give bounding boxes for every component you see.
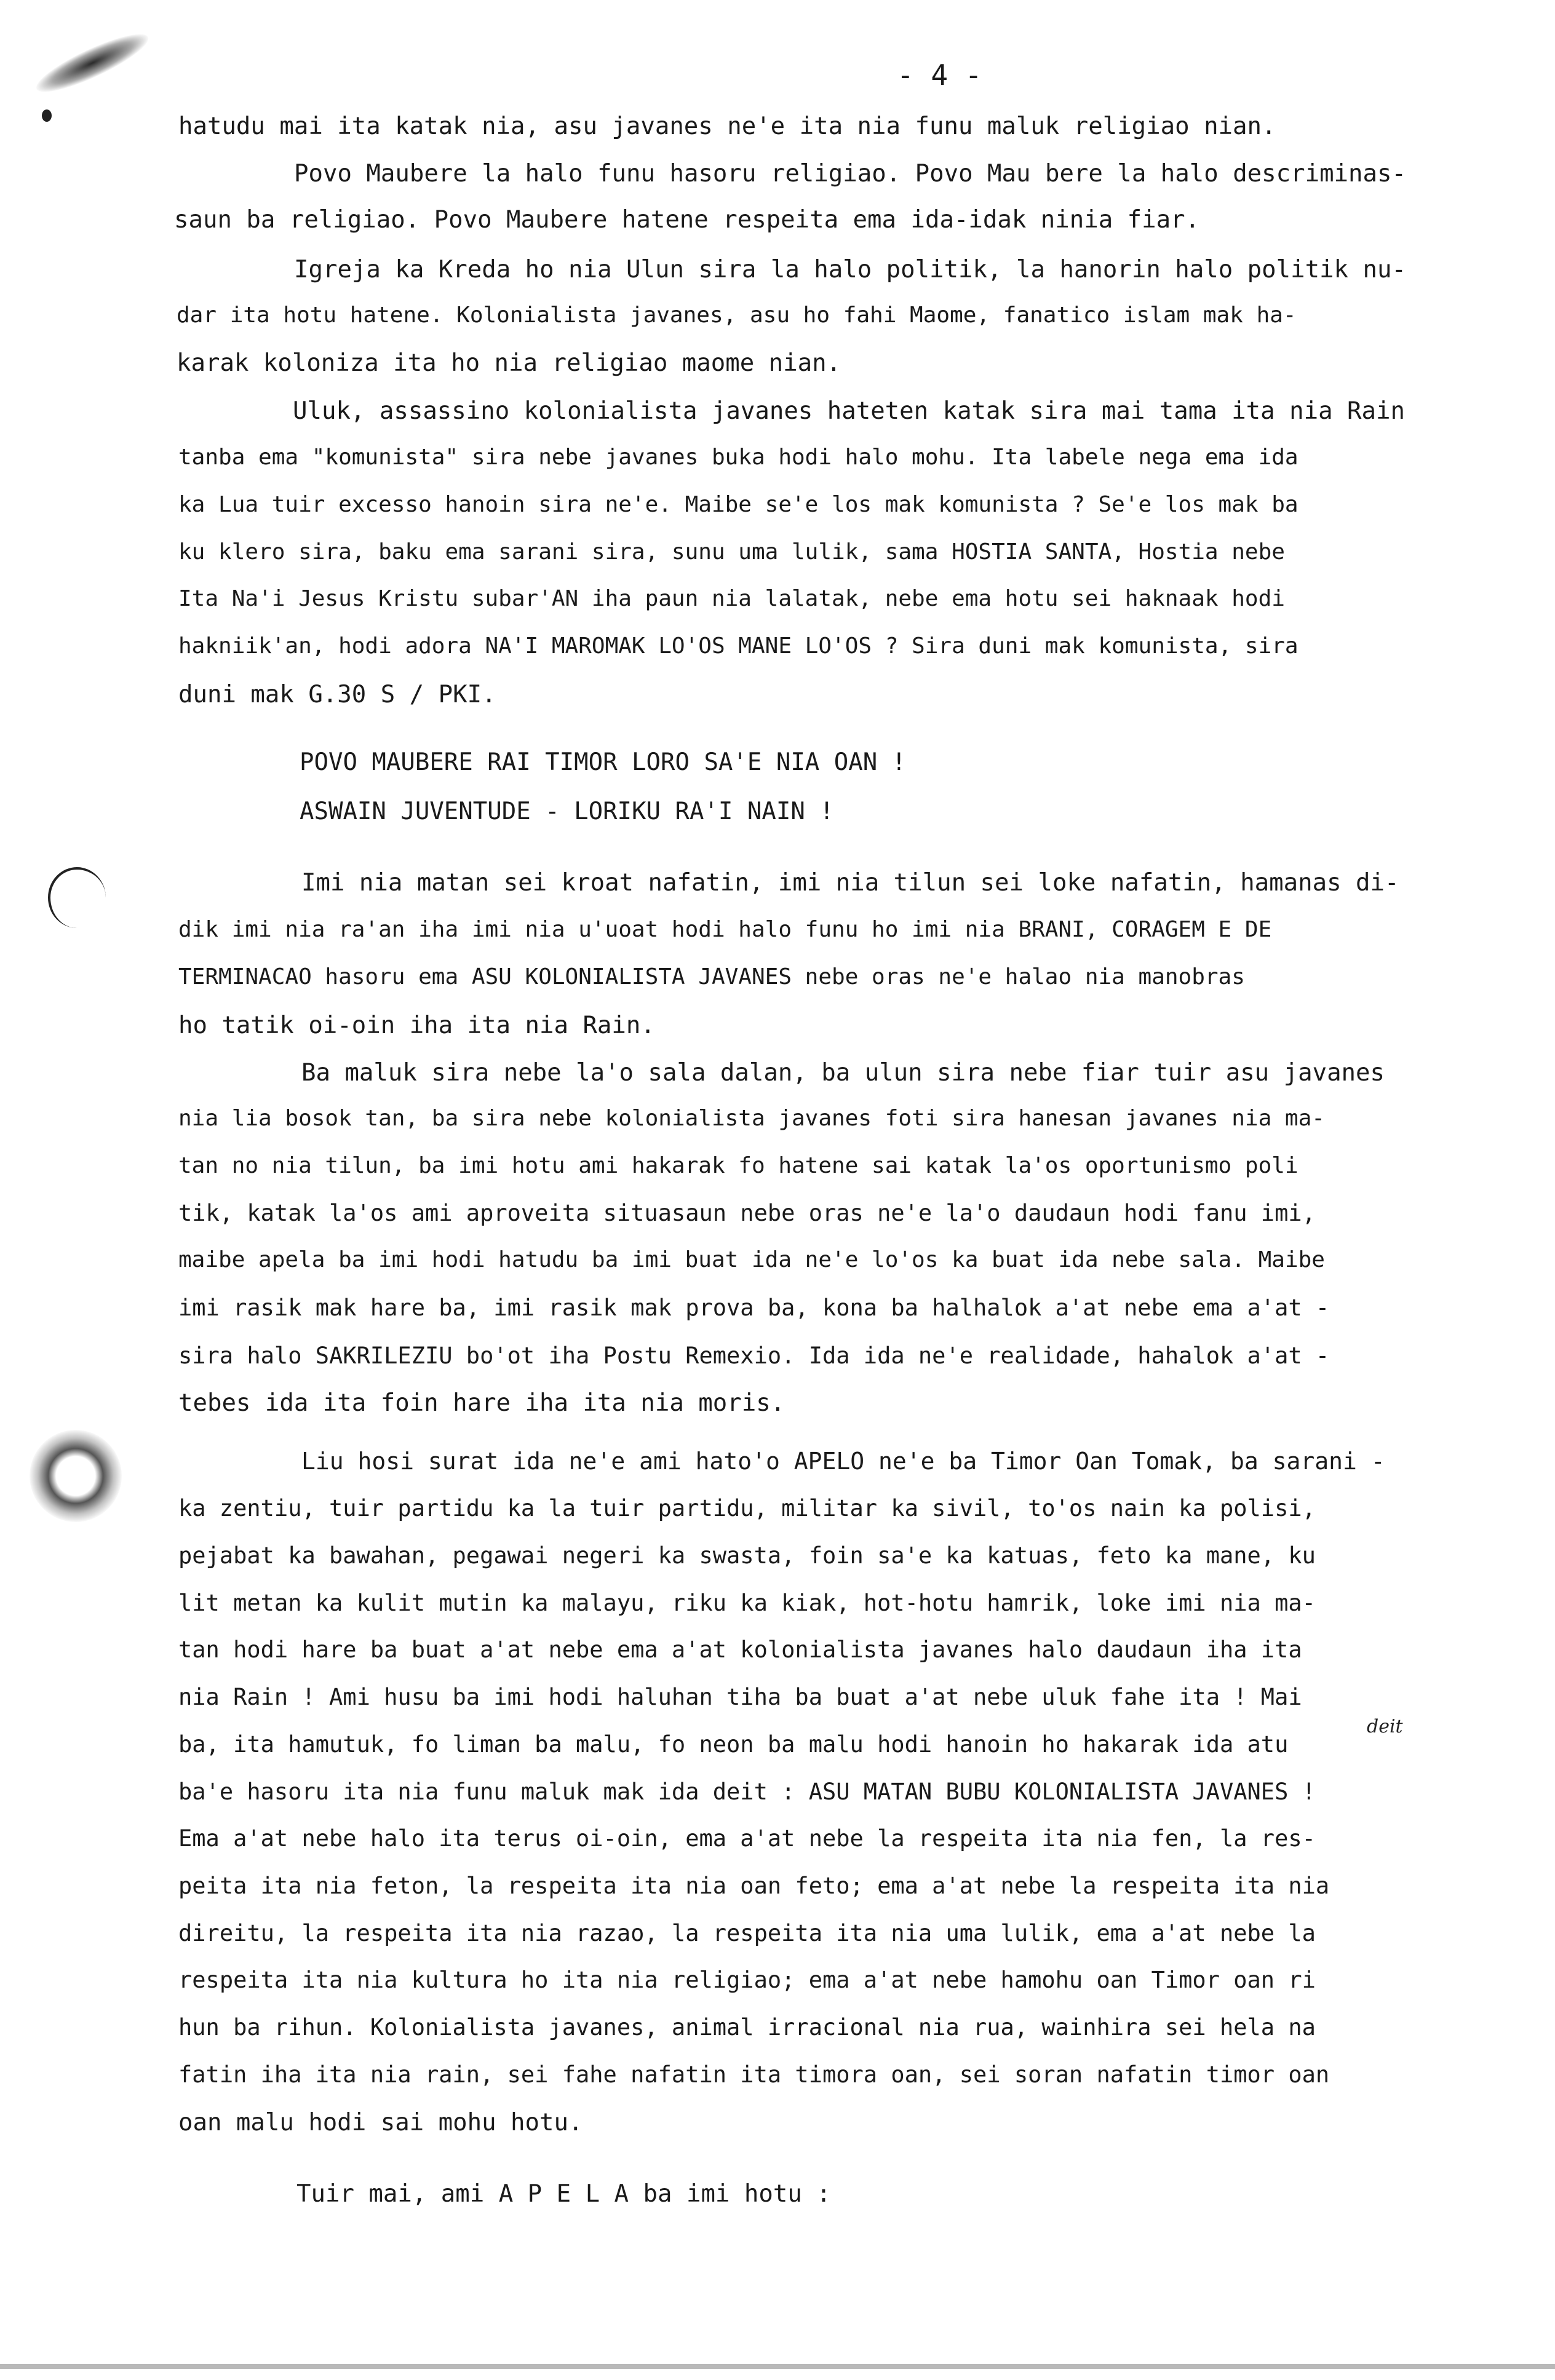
text-line: direitu, la respeita ita nia razao, la respeita ita nia uma lulik, ema a'at nebe la	[178, 1920, 1316, 1946]
page-number: - 4 -	[897, 58, 982, 92]
text-line: sira halo SAKRILEZIU bo'ot iha Postu Remexio. Ida ida ne'e realidade, hahalok a'at -	[178, 1343, 1330, 1369]
text-line: tebes ida ita foin hare iha ita nia moris.	[178, 1389, 785, 1417]
text-line: hun ba rihun. Kolonialista javanes, animal irracional nia rua, wainhira sei hela na	[178, 2014, 1316, 2041]
text-line: ku klero sira, baku ema sarani sira, sunu uma lulik, sama HOSTIA SANTA, Hostia nebe	[178, 539, 1285, 565]
text-line: Povo Maubere la halo funu hasoru religiao. Povo Mau bere la halo descriminas-	[294, 160, 1406, 188]
punch-hole-shadow-bottom	[30, 1430, 122, 1522]
punch-hole-shadow-top	[48, 867, 106, 928]
text-line: Imi nia matan sei kroat nafatin, imi nia tilun sei loke nafatin, hamanas di-	[301, 869, 1399, 897]
text-line: Uluk, assassino kolonialista javanes hateten katak sira mai tama ita nia Rain	[293, 397, 1405, 425]
text-line: ka zentiu, tuir partidu ka la tuir partidu, militar ka sivil, to'os nain ka polisi,	[178, 1495, 1316, 1521]
text-line: hakniik'an, hodi adora NA'I MAROMAK LO'OS MANE LO'OS ? Sira duni mak komunista, sira	[178, 633, 1298, 659]
text-line: tan hodi hare ba buat a'at nebe ema a'at kolonialista javanes halo daudaun iha ita	[178, 1636, 1302, 1663]
text-line: pejabat ka bawahan, pegawai negeri ka swasta, foin sa'e ka katuas, feto ka mane, ku	[178, 1542, 1316, 1569]
text-line: Igreja ka Kreda ho nia Ulun sira la halo politik, la hanorin halo politik nu-	[294, 256, 1406, 284]
text-line: nia Rain ! Ami husu ba imi hodi haluhan tiha ba buat a'at nebe uluk fahe ita ! Mai	[178, 1684, 1302, 1710]
text-line: ka Lua tuir excesso hanoin sira ne'e. Maibe se'e los mak komunista ? Se'e los mak ba	[178, 492, 1298, 517]
scan-smudge-top-left	[31, 25, 154, 101]
text-line: lit metan ka kulit mutin ka malayu, riku ka kiak, hot-hotu hamrik, loke imi nia ma-	[178, 1590, 1316, 1616]
text-line: dar ita hotu hatene. Kolonialista javanes, asu ho fahi Maome, fanatico islam mak ha-	[177, 303, 1297, 328]
text-line: maibe apela ba imi hodi hatudu ba imi buat ida ne'e lo'os ka buat ida nebe sala. Maibe	[178, 1247, 1325, 1272]
text-line: ba'e hasoru ita nia funu maluk mak ida deit : ASU MATAN BUBU KOLONIALISTA JAVANES !	[178, 1779, 1316, 1805]
text-line: dik imi nia ra'an iha imi nia u'uoat hodi halo funu ho imi nia BRANI, CORAGEM E DE	[178, 917, 1272, 942]
text-line: ba, ita hamutuk, fo liman ba malu, fo neon ba malu hodi hanoin ho hakarak ida atu	[178, 1731, 1289, 1758]
scan-dot-top-left	[42, 109, 52, 122]
handwritten-correction: deit	[1367, 1716, 1403, 1737]
slogan-line: POVO MAUBERE RAI TIMOR LORO SA'E NIA OAN !	[300, 748, 907, 776]
text-line: ho tatik oi-oin iha ita nia Rain.	[178, 1012, 655, 1039]
text-line: nia lia bosok tan, ba sira nebe kolonialista javanes foti sira hanesan javanes nia ma-	[178, 1106, 1325, 1131]
text-line: TERMINACAO hasoru ema ASU KOLONIALISTA JAVANES nebe oras ne'e halao nia manobras	[178, 964, 1245, 990]
text-line: Ema a'at nebe halo ita terus oi-oin, ema a'at nebe la respeita ita nia fen, la res-	[178, 1825, 1316, 1852]
text-line: Liu hosi surat ida ne'e ami hato'o APELO ne'e ba Timor Oan Tomak, ba sarani -	[301, 1448, 1385, 1475]
text-line: oan malu hodi sai mohu hotu.	[178, 2109, 583, 2136]
text-line: saun ba religiao. Povo Maubere hatene respeita ema ida-idak ninia fiar.	[174, 206, 1200, 234]
text-line: fatin iha ita nia rain, sei fahe nafatin ita timora oan, sei soran nafatin timor oan	[178, 2061, 1330, 2088]
text-line: tik, katak la'os ami aproveita situasaun nebe oras ne'e la'o daudaun hodi fanu imi,	[178, 1200, 1316, 1226]
text-line: duni mak G.30 S / PKI.	[178, 681, 496, 708]
text-line: Ita Na'i Jesus Kristu subar'AN iha paun nia lalatak, nebe ema hotu sei haknaak hodi	[178, 586, 1285, 611]
text-line: imi rasik mak hare ba, imi rasik mak prova ba, kona ba halhalok a'at nebe ema a'at -	[178, 1295, 1330, 1321]
text-line: Ba maluk sira nebe la'o sala dalan, ba ulun sira nebe fiar tuir asu javanes	[301, 1059, 1385, 1087]
text-line: tan no nia tilun, ba imi hotu ami hakarak fo hatene sai katak la'os oportunismo poli	[178, 1153, 1298, 1178]
slogan-line: ASWAIN JUVENTUDE - LORIKU RA'I NAIN !	[300, 798, 834, 825]
text-line: hatudu mai ita katak nia, asu javanes ne'e ita nia funu maluk religiao nian.	[178, 113, 1276, 140]
text-line: peita ita nia feton, la respeita ita nia oan feto; ema a'at nebe la respeita ita nia	[178, 1873, 1330, 1899]
scan-edge-bottom	[0, 2364, 1555, 2369]
text-line: tanba ema "komunista" sira nebe javanes buka hodi halo mohu. Ita labele nega ema ida	[178, 445, 1298, 470]
text-line: Tuir mai, ami A P E L A ba imi hotu :	[296, 2180, 831, 2208]
text-line: respeita ita nia kultura ho ita nia religiao; ema a'at nebe hamohu oan Timor oan ri	[178, 1967, 1316, 1993]
text-line: karak koloniza ita ho nia religiao maome nian.	[177, 349, 841, 377]
